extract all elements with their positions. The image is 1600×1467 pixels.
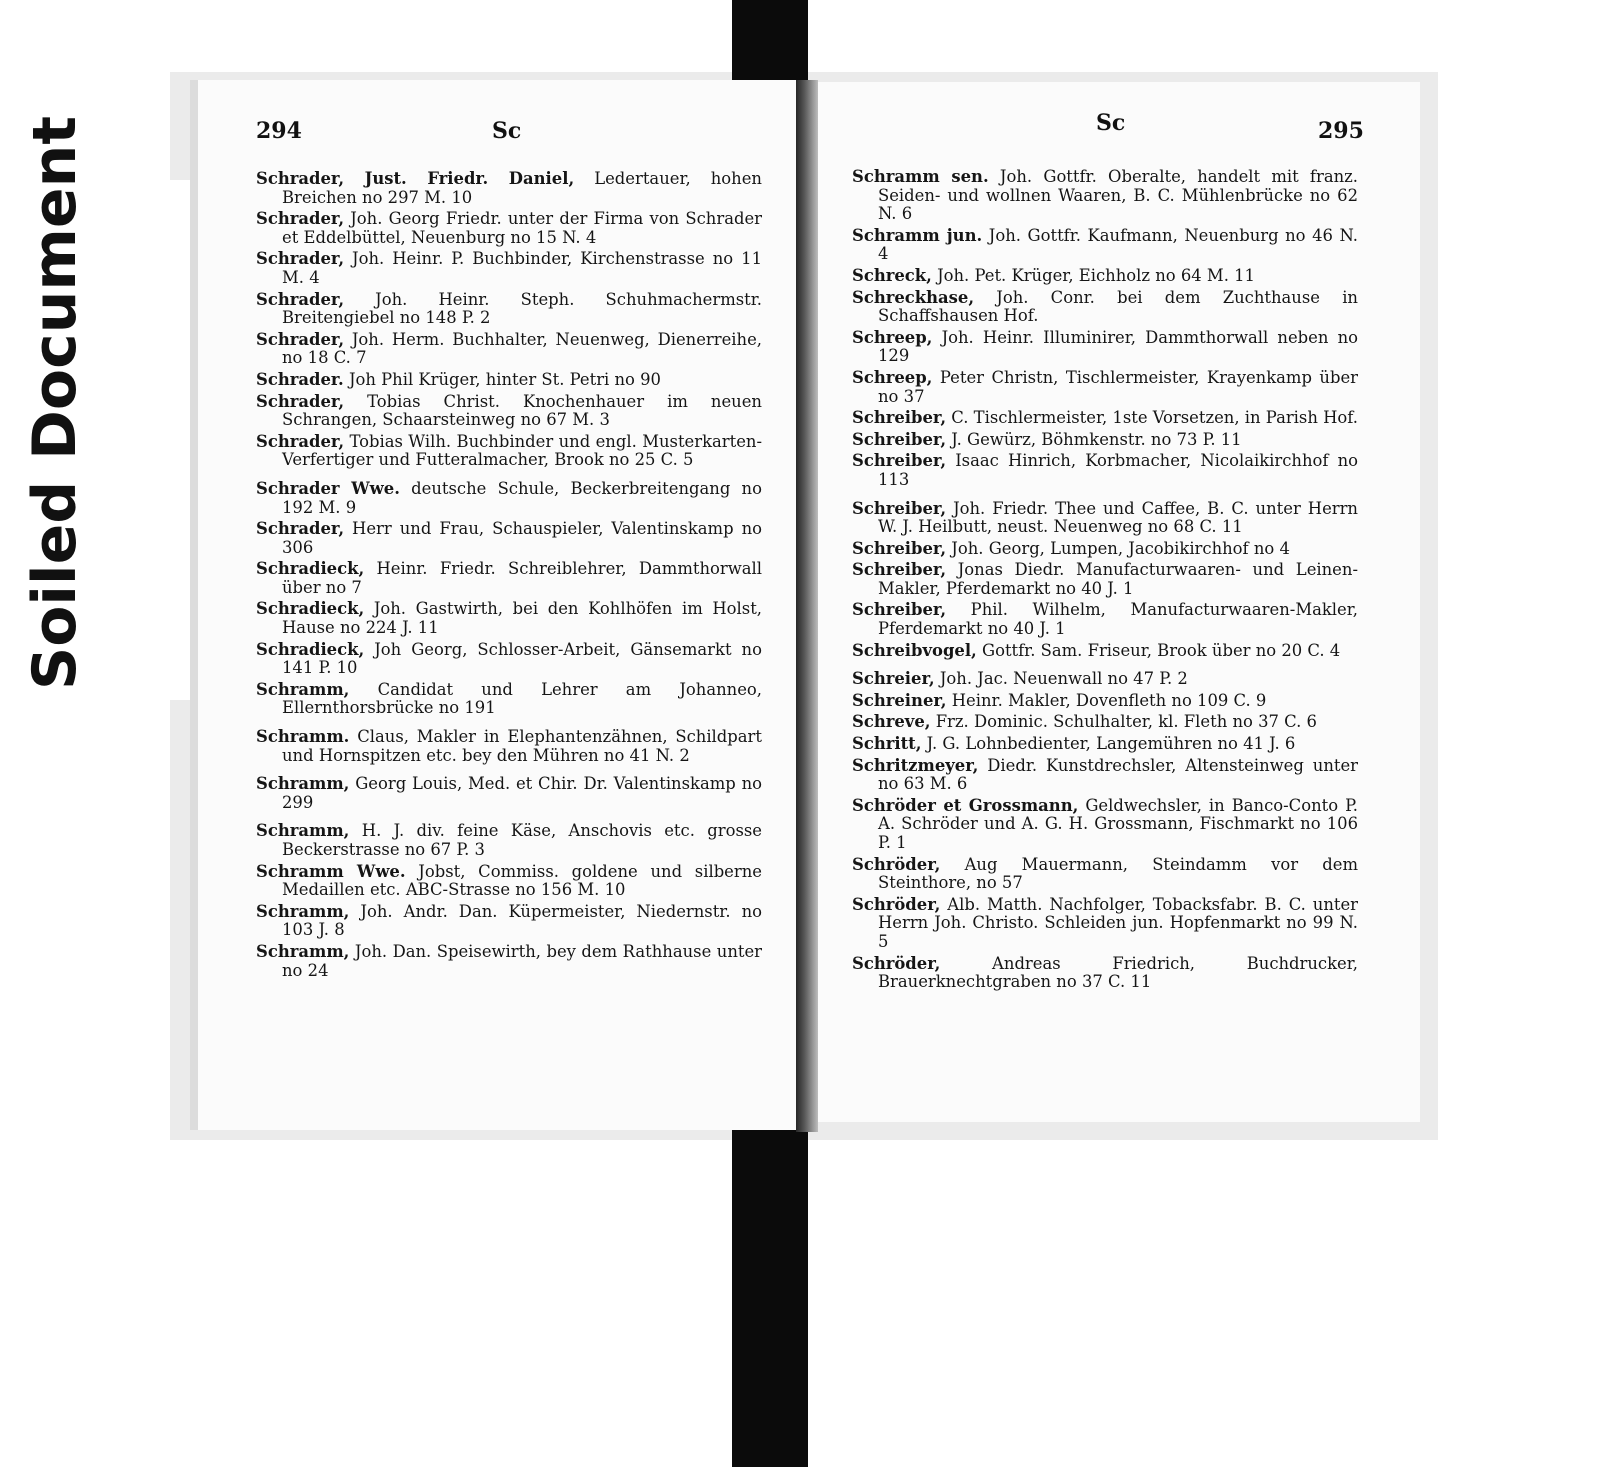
entry-text: Jobst, Commiss. goldene und silberne Medaillen etc. ABC-Strasse no 156 M. 10 [282,861,762,900]
entry-name: Schrader. [256,369,344,389]
entry-text: Joh. Georg, Lumpen, Jacobikirchhof no 4 [951,538,1290,558]
entry-text: Joh. Gottfr. Kaufmann, Neuenburg no 46 N. 4 [878,225,1359,264]
directory-entry [256,822,762,859]
entry-text: Candidat und Lehrer am Johanneo, Ellernthorsbrücke no 191 [282,679,762,718]
entry-name: Schreibvogel, [852,640,977,660]
entry-name: Schröder, [852,953,941,973]
entry-text: Andreas Friedrich, Buchdrucker, Brauerknechtgraben no 37 C. 11 [878,953,1358,992]
entry-name: Schramm Wwe. [256,861,406,881]
directory-entry [852,856,1358,893]
directory-entry [256,681,762,718]
entry-text: Joh. Jac. Neuenwall no 47 P. 2 [939,669,1188,689]
entry-text: Isaac Hinrich, Korbmacher, Nicolaikirchhof no 113 [878,451,1358,489]
entry-text: Tobias Christ. Knochenhauer im neuen Schrangen, Schaarsteinweg no 67 M. 3 [282,391,762,430]
entry-name: Schramm. [256,727,350,747]
entry-name: Schröder, [852,894,941,914]
directory-entry [852,168,1358,224]
directory-entry [852,670,1358,689]
entry-name: Schreep, [852,367,933,387]
directory-entry [852,735,1358,754]
entry-name: Schramm, [256,941,350,961]
entry-text: Diedr. Kunstdrechsler, Altensteinweg unter no 63 M. 6 [878,755,1358,794]
directory-entry [852,601,1358,638]
right-page-number: 295 [1318,118,1364,144]
directory-entry [852,409,1358,428]
right-page-header: Sc [1096,110,1126,136]
entry-text: Phil. Wilhelm, Manufacturwaaren-Makler, Pferdemarkt no 40 J. 1 [878,600,1358,639]
entry-name: Schrader, [256,519,345,539]
directory-entry [852,267,1358,286]
left-page-number: 294 [256,118,302,144]
directory-entry [256,903,762,940]
entry-name: Schreiber, [852,560,947,580]
entry-name: Schrader, [256,431,345,451]
directory-entry [256,480,762,517]
directory-entry [256,433,762,470]
directory-entry [256,600,762,637]
entry-name: Schrader, [256,329,345,349]
directory-entry [852,540,1358,559]
directory-entry [852,642,1358,661]
directory-entry [852,692,1358,711]
entry-name: Schrader, [256,249,345,269]
directory-entry [256,371,762,390]
directory-entry [256,728,762,765]
directory-entry [852,757,1358,794]
directory-entry [852,369,1358,406]
entry-text: Herr und Frau, Schauspieler, Valentinskamp no 306 [282,519,762,557]
directory-entry [852,561,1358,598]
entry-name: Schreep, [852,327,933,347]
entry-text: Joh. Gottfr. Oberalte, handelt mit franz. Seiden- und wollnen Waaren, B. C. Mühlenbrücke no 62 N. 6 [878,167,1359,224]
directory-entry [852,500,1358,537]
entry-text: Peter Christn, Tischlermeister, Krayenkamp über no 37 [878,367,1358,406]
directory-entry [852,289,1358,326]
entry-text: Tobias Wilh. Buchbinder und engl. Musterkarten-Verfertiger und Futteralmacher, Brook no 25 C. 5 [282,431,763,470]
directory-entry [256,943,762,980]
entry-name: Schrader, Just. Friedr. Daniel, [256,169,575,188]
entry-name: Schramm, [256,774,350,794]
directory-entry [256,250,762,287]
soiled-document-label: Soiled Document [20,115,90,690]
entry-name: Schritt, [852,734,922,754]
soiled-document-stamp [78,180,190,700]
entry-text: Gottfr. Sam. Friseur, Brook über no 20 C. 4 [981,640,1341,660]
left-page-header: Sc [492,118,522,144]
entry-text: Joh. Pet. Krüger, Eichholz no 64 M. 11 [937,265,1255,285]
directory-entry [256,560,762,597]
entry-name: Schrader Wwe. [256,478,400,498]
entry-name: Schradieck, [256,599,365,619]
entry-name: Schramm jun. [852,225,983,245]
left-page-column [256,170,762,983]
entry-text: H. J. div. feine Käse, Anschovis etc. grosse Beckerstrasse no 67 P. 3 [282,821,763,859]
entry-name: Schramm, [256,901,350,921]
entry-name: Schreck, [852,265,932,285]
entry-name: Schreiber, [852,429,947,449]
entry-name: Schrader, [256,209,345,229]
directory-entry [256,291,762,328]
entry-text: Alb. Matth. Nachfolger, Tobacksfabr. B. C. unter Herrn Joh. Christo. Schleiden jun. Hopfenmarkt no 99 N. 5 [878,894,1359,951]
directory-entry [852,713,1358,732]
page-gutter [796,80,818,1132]
entry-text: Joh. Herm. Buchhalter, Neuenweg, Dienerreihe, no 18 C. 7 [282,329,762,368]
directory-entry [852,431,1358,450]
entry-name: Schreiber, [852,451,947,471]
directory-entry [256,393,762,430]
entry-text: Heinr. Friedr. Schreiblehrer, Dammthorwall über no 7 [282,559,762,597]
entry-name: Schramm, [256,679,350,699]
entry-text: Jonas Diedr. Manufacturwaaren- und Leinen-Makler, Pferdemarkt no 40 J. 1 [878,560,1358,598]
entry-name: Schradieck, [256,639,365,659]
entry-name: Schröder et Grossmann, [852,795,1079,815]
directory-entry [256,210,762,247]
entry-name: Schradieck, [256,559,365,579]
directory-entry [852,797,1358,853]
entry-text: Aug Mauermann, Steindamm vor dem Steinthore, no 57 [878,854,1358,893]
entry-text: Joh. Dan. Speisewirth, bey dem Rathhause unter no 24 [282,941,762,980]
entry-text: C. Tischlermeister, 1ste Vorsetzen, in Parish Hof. [951,408,1358,428]
directory-entry [256,775,762,812]
entry-text: deutsche Schule, Beckerbreitengang no 192 M. 9 [282,478,762,517]
directory-entry [852,329,1358,366]
entry-name: Schröder, [852,854,941,874]
directory-entry [256,331,762,368]
directory-entry [852,227,1358,264]
entry-name: Schreckhase, [852,287,975,307]
directory-entry [852,955,1358,992]
entry-text: Joh Georg, Schlosser-Arbeit, Gänsemarkt no 141 P. 10 [282,639,762,678]
entry-text: Joh. Heinr. Illuminirer, Dammthorwall neben no 129 [878,327,1358,366]
directory-entry [256,863,762,900]
entry-text: Ledertauer, hohen Breichen no 297 M. 10 [282,169,762,207]
entry-text: Joh. Heinr. Steph. Schuhmachermstr. Breitengiebel no 148 P. 2 [282,289,762,328]
right-page-column [852,168,1358,995]
entry-text: Joh Phil Krüger, hinter St. Petri no 90 [348,369,661,389]
entry-text: Joh. Friedr. Thee und Caffee, B. C. unter Herrn W. J. Heilbutt, neust. Neuenweg no 68 C. 11 [878,498,1358,537]
entry-text: J. G. Lohnbedienter, Langemühren no 41 J. 6 [926,734,1296,754]
entry-name: Schreve, [852,712,931,732]
entry-text: Heinr. Makler, Dovenfleth no 109 C. 9 [951,690,1267,710]
entry-text: Joh. Gastwirth, bei den Kohlhöfen im Holst, Hause no 224 J. 11 [282,599,762,638]
entry-name: Schreiber, [852,498,947,518]
entry-text: Claus, Makler in Elephantenzähnen, Schildpart und Hornspitzen etc. bey den Mühren no 41 N. 2 [282,727,762,765]
entry-name: Schreiber, [852,538,947,558]
entry-name: Schrader, [256,289,345,309]
entry-name: Schreiber, [852,600,947,620]
entry-text: Joh. Georg Friedr. unter der Firma von Schrader et Eddelbüttel, Neuenburg no 15 N. 4 [282,209,762,247]
entry-text: Joh. Andr. Dan. Küpermeister, Niedernstr. no 103 J. 8 [282,901,762,940]
directory-entry [256,520,762,557]
entry-name: Schreiner, [852,690,947,710]
entry-text: Joh. Heinr. P. Buchbinder, Kirchenstrasse no 11 M. 4 [282,249,762,287]
entry-text: Joh. Conr. bei dem Zuchthause in Schaffshausen Hof. [878,287,1358,326]
directory-entry [852,896,1358,952]
entry-text: Georg Louis, Med. et Chir. Dr. Valentinskamp no 299 [282,774,762,812]
entry-text: J. Gewürz, Böhmkenstr. no 73 P. 11 [951,429,1242,449]
entry-name: Schritzmeyer, [852,755,979,775]
directory-entry [256,170,762,207]
entry-name: Schrader, [256,391,345,411]
entry-text: Frz. Dominic. Schulhalter, kl. Fleth no 37 C. 6 [935,712,1317,732]
entry-text: Geldwechsler, in Banco-Conto P. A. Schröder und A. G. H. Grossmann, Fischmarkt no 106 P. 1 [878,795,1358,852]
directory-entry [852,452,1358,489]
entry-name: Schreiber, [852,408,947,428]
entry-name: Schreier, [852,669,935,689]
entry-name: Schramm, [256,821,350,841]
entry-name: Schramm sen. [852,167,989,186]
directory-entry [256,641,762,678]
